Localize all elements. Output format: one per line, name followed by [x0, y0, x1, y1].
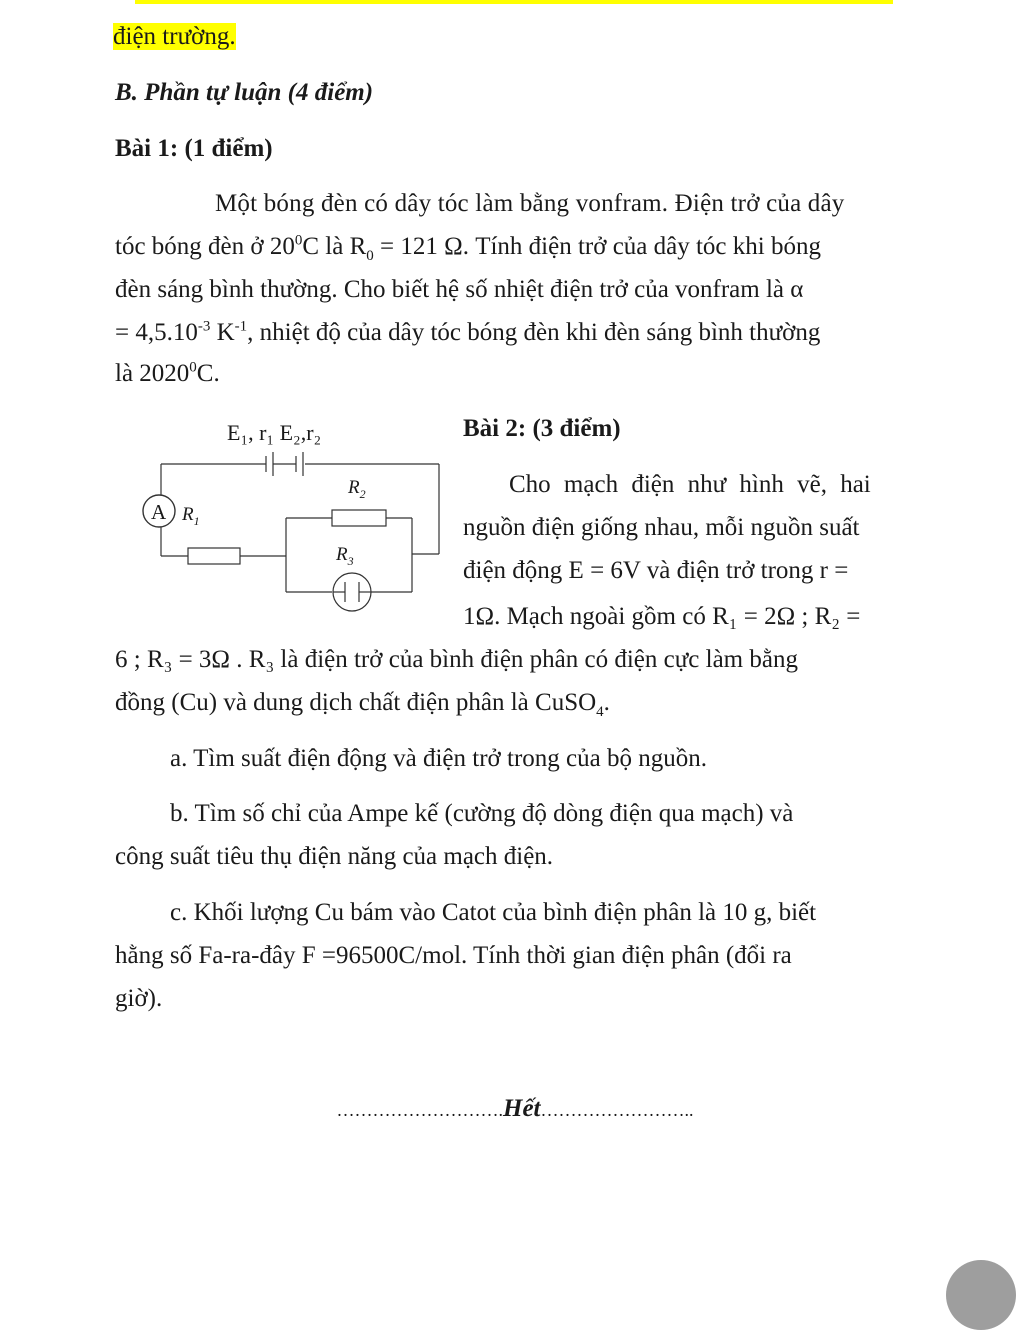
bai1-l1: Một bóng đèn có dây tóc làm bằng vonfram. Điện trở của dây: [215, 190, 845, 217]
bai2-line-6: [115, 688, 610, 718]
bai2-l6a: đồng (Cu) và dung dịch chất điện phân là CuSO: [115, 689, 597, 716]
bai1-l4sup1: -3: [197, 318, 211, 335]
bai1-line-2: [115, 232, 821, 262]
bai1-line-3: đèn sáng bình thường. Cho biết hệ số nhiệt điện trở của vonfram là α: [115, 276, 804, 303]
bai1-title: Bài 1: (1 điểm): [115, 135, 273, 162]
bai1-l4b: K: [210, 319, 235, 346]
electrolytic-cell-icon: [333, 573, 371, 611]
bai1-line-1: [215, 189, 910, 219]
bai1-l2sub: 0: [366, 248, 374, 264]
bai1-l2b: C là R: [302, 233, 367, 260]
bai2-line-5: 6 ; R₃ = 3Ω . R₃ là điện trở của bình điện phân có điện cực làm bằng: [115, 646, 798, 673]
ammeter-label: A: [151, 500, 167, 524]
resistor-r2: [332, 510, 386, 526]
bai1-l2sup: 0: [294, 232, 303, 249]
question-c-line-1: c. Khối lượng Cu bám vào Catot của bình điện phân là 10 g, biết: [170, 899, 817, 926]
dots-left: ……………………….: [336, 1100, 503, 1120]
bai1-l2c: = 121 Ω. Tính điện trở của dây tóc khi bóng: [373, 233, 821, 260]
dots-right: ……………………..: [540, 1100, 694, 1120]
bai1-l5a: là 2020: [115, 360, 190, 387]
bai1-line-4: [115, 318, 820, 348]
bai1-l4a: = 4,5.10: [115, 319, 198, 346]
section-b-heading: B. Phần tự luận (4 điểm): [115, 79, 374, 106]
bai2-l3c: và điện trở trong r =: [640, 557, 849, 584]
bai2-line-2: nguồn điện giống nhau, mỗi nguồn suất: [463, 514, 860, 541]
bai1-line-5: [115, 359, 220, 389]
bai2-l3b: E = 6V: [568, 557, 641, 584]
question-a: a. Tìm suất điện động và điện trở trong của bộ nguồn.: [170, 745, 707, 772]
bai2-l6sub: 4: [596, 704, 604, 720]
battery-icon: [266, 452, 303, 476]
scroll-to-top-button[interactable]: [946, 1260, 1016, 1330]
bai2-line-3: [463, 556, 848, 586]
question-b-line-2: công suất tiêu thụ điện năng của mạch điện.: [115, 843, 554, 870]
circuit-diagram: [130, 412, 450, 612]
r2-label: $R_2$: [348, 477, 366, 501]
highlighted-cut-line: [135, 0, 893, 4]
bai2-l3a: điện động: [463, 557, 569, 584]
r3-label: $R_3$: [336, 544, 354, 568]
question-c-line-2: hằng số Fa-ra-đây F =96500C/mol. Tính thời gian điện phân (đổi ra: [115, 942, 792, 969]
bai1-l5b: C.: [196, 360, 220, 387]
bai1-l5sup: 0: [189, 359, 197, 376]
question-b-line-1: b. Tìm số chỉ của Ampe kế (cường độ dòng điện qua mạch) và: [170, 800, 794, 827]
bai2-title: Bài 2: (3 điểm): [463, 415, 621, 442]
bai2-line-4: 1Ω. Mạch ngoài gồm có R₁ = 2Ω ; R₂ =: [463, 603, 861, 630]
bai2-line-1: [509, 470, 910, 500]
question-c-line-3: giờ).: [115, 985, 163, 1012]
highlighted-line: [113, 22, 236, 52]
het-label: Hết: [503, 1095, 541, 1122]
bai2-l6b: .: [603, 689, 610, 716]
r1-label: $R_1$: [182, 504, 200, 528]
end-marker: [275, 1094, 755, 1125]
resistor-r1: [188, 548, 240, 564]
bai1-l4c: , nhiệt độ của dây tóc bóng đèn khi đèn sáng bình thường: [247, 319, 821, 346]
bai1-l2a: tóc bóng đèn ở 20: [115, 233, 295, 260]
bai2-l1: Cho mạch điện như hình vẽ, hai: [509, 471, 871, 498]
source-label: E₁, r₁ E₂,r₂: [227, 420, 322, 445]
bai1-l4sup2: -1: [234, 318, 248, 335]
top-line-text: điện trường.: [113, 23, 236, 50]
